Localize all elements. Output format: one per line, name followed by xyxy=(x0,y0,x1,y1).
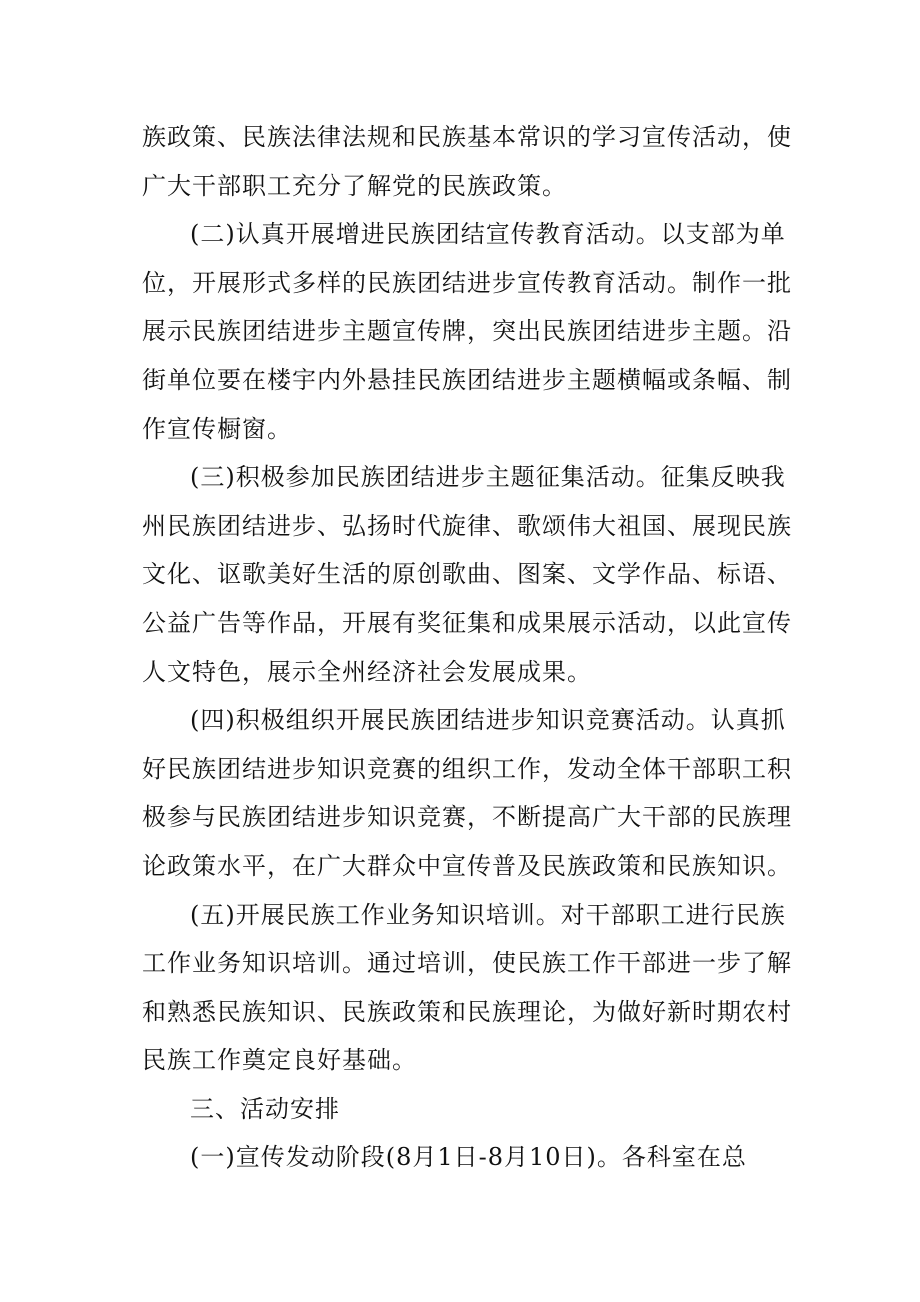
paragraph-start-line: (五)开展民族工作业务知识培训。对干部职工进行民族 xyxy=(190,900,786,929)
text-line: 和熟悉民族知识、民族政策和民族理论，为做好新时期农村 xyxy=(142,997,792,1026)
paragraph-start-line: (二)认真开展增进民族团结宣传教育活动。以支部为单 xyxy=(190,220,786,249)
text-line: 作宣传橱窗。 xyxy=(142,414,292,443)
text-line: 人文特色，展示全州经济社会发展成果。 xyxy=(142,657,592,686)
text-line: 民族工作奠定良好基础。 xyxy=(142,1046,417,1075)
text-line: 位，开展形式多样的民族团结进步宣传教育活动。制作一批 xyxy=(142,268,792,297)
text-line: 广大干部职工充分了解党的民族政策。 xyxy=(142,171,567,200)
text-line: 州民族团结进步、弘扬时代旋律、歌颂伟大祖国、展现民族 xyxy=(142,511,792,540)
text-line: 文化、讴歌美好生活的原创歌曲、图案、文学作品、标语、 xyxy=(142,560,792,589)
paragraph-start-line: (三)积极参加民族团结进步主题征集活动。征集反映我 xyxy=(190,463,786,492)
text-line: 族政策、民族法律法规和民族基本常识的学习宣传活动，使 xyxy=(142,123,792,151)
text-line: 极参与民族团结进步知识竞赛，不断提高广大干部的民族理 xyxy=(142,803,792,832)
section-heading: 三、活动安排 xyxy=(190,1094,340,1123)
text-line: 论政策水平，在广大群众中宣传普及民族政策和民族知识。 xyxy=(142,851,792,880)
text-line: 工作业务知识培训。通过培训，使民族工作干部进一步了解 xyxy=(142,949,792,978)
paragraph-start-line: (四)积极组织开展民族团结进步知识竞赛活动。认真抓 xyxy=(190,706,786,735)
text-line: 街单位要在楼宇内外悬挂民族团结进步主题横幅或条幅、制 xyxy=(142,365,792,394)
paragraph-start-line: (一)宣传发动阶段(8月1日-8月10日)。各科室在总 xyxy=(190,1143,747,1172)
document-body xyxy=(142,113,792,1182)
text-line: 好民族团结进步知识竞赛的组织工作，发动全体干部职工积 xyxy=(142,754,792,783)
text-line: 公益广告等作品，开展有奖征集和成果展示活动，以此宣传 xyxy=(142,608,792,637)
text-line: 展示民族团结进步主题宣传牌，突出民族团结进步主题。沿 xyxy=(142,317,792,346)
